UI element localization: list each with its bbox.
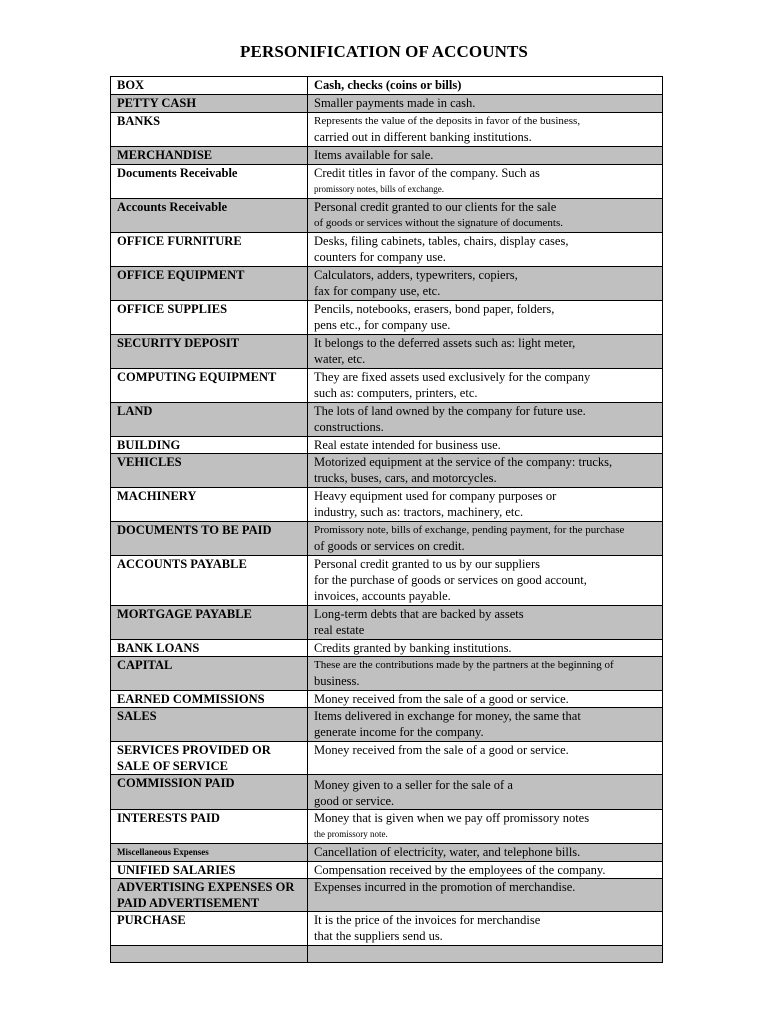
account-name-cell: MACHINERY xyxy=(111,488,308,522)
account-name-cell: BUILDING xyxy=(111,437,308,454)
description-line: Money received from the sale of a good or service. xyxy=(314,743,569,757)
description-line: Promissory note, bills of exchange, pending payment, for the purchase xyxy=(314,524,625,536)
table-row xyxy=(111,879,663,912)
description-line: industry, such as: tractors, machinery, etc. xyxy=(314,505,524,519)
table-row xyxy=(111,657,663,691)
account-description-cell xyxy=(308,437,663,454)
page-title: PERSONIFICATION OF ACCOUNTS xyxy=(240,42,528,61)
account-name-cell: INTERESTS PAID xyxy=(111,810,308,844)
account-name-cell: Documents Receivable xyxy=(111,165,308,199)
account-name-cell: SECURITY DEPOSIT xyxy=(111,335,308,369)
account-description-cell xyxy=(308,946,663,963)
description-line: of goods or services without the signature of documents. xyxy=(314,217,563,229)
description-line: of goods or services on credit. xyxy=(314,539,465,553)
description-line: carried out in different banking institutions. xyxy=(314,130,532,144)
table-row xyxy=(111,606,663,640)
description-line: The lots of land owned by the company for future use. xyxy=(314,404,586,418)
description-line: Credit titles in favor of the company. Such as xyxy=(314,166,540,180)
description-line: promissory notes, bills of exchange. xyxy=(314,184,444,194)
account-description-cell xyxy=(308,95,663,113)
description-line: invoices, accounts payable. xyxy=(314,589,451,603)
description-line: pens etc., for company use. xyxy=(314,318,451,332)
account-description-cell xyxy=(308,77,663,95)
table-row xyxy=(111,691,663,708)
account-description-cell xyxy=(308,862,663,879)
table-row xyxy=(111,369,663,403)
description-line: Smaller payments made in cash. xyxy=(314,96,476,110)
table-row xyxy=(111,335,663,369)
table-row xyxy=(111,862,663,879)
table-row xyxy=(111,488,663,522)
description-line: counters for company use. xyxy=(314,250,446,264)
account-description-cell xyxy=(308,691,663,708)
account-name-cell: SALES xyxy=(111,708,308,742)
account-name-cell: Miscellaneous Expenses xyxy=(111,844,308,862)
accounts-table-body xyxy=(111,77,663,963)
description-line: such as: computers, printers, etc. xyxy=(314,386,478,400)
account-name-cell: LAND xyxy=(111,403,308,437)
description-line: Heavy equipment used for company purposes or xyxy=(314,489,557,503)
account-description-cell xyxy=(308,879,663,912)
description-line: Compensation received by the employees of the company. xyxy=(314,863,606,877)
account-description-cell xyxy=(308,640,663,657)
description-line: It belongs to the deferred assets such as: light meter, xyxy=(314,336,576,350)
description-line: It is the price of the invoices for merchandise xyxy=(314,913,541,927)
table-row xyxy=(111,454,663,488)
description-line: Pencils, notebooks, erasers, bond paper, folders, xyxy=(314,302,555,316)
account-name-cell: SERVICES PROVIDED OR SALE OF SERVICE xyxy=(111,742,308,775)
account-name-cell: BANK LOANS xyxy=(111,640,308,657)
account-name-cell: ACCOUNTS PAYABLE xyxy=(111,556,308,606)
table-row xyxy=(111,301,663,335)
table-row xyxy=(111,77,663,95)
account-description-cell xyxy=(308,113,663,147)
account-description-cell xyxy=(308,147,663,165)
description-line: real estate xyxy=(314,623,365,637)
description-line: business. xyxy=(314,674,360,688)
account-name-cell: BOX xyxy=(111,77,308,95)
description-line: Credits granted by banking institutions. xyxy=(314,641,512,655)
table-row xyxy=(111,640,663,657)
table-row xyxy=(111,199,663,233)
account-description-cell xyxy=(308,708,663,742)
description-line: Money received from the sale of a good or service. xyxy=(314,692,569,706)
table-row xyxy=(111,437,663,454)
table-row xyxy=(111,742,663,775)
accounts-table xyxy=(110,76,663,963)
description-line: Represents the value of the deposits in favor of the business, xyxy=(314,115,581,127)
description-line: good or service. xyxy=(314,794,395,808)
account-name-cell xyxy=(111,946,308,963)
description-line: Items available for sale. xyxy=(314,148,434,162)
table-row xyxy=(111,147,663,165)
table-row xyxy=(111,775,663,810)
table-row xyxy=(111,708,663,742)
table-row xyxy=(111,95,663,113)
table-row xyxy=(111,522,663,556)
account-description-cell xyxy=(308,742,663,775)
account-name-cell: OFFICE FURNITURE xyxy=(111,233,308,267)
table-row xyxy=(111,844,663,862)
account-description-cell xyxy=(308,233,663,267)
description-line: generate income for the company. xyxy=(314,725,484,739)
account-description-cell xyxy=(308,844,663,862)
account-name-cell: OFFICE EQUIPMENT xyxy=(111,267,308,301)
account-description-cell xyxy=(308,335,663,369)
description-line: Items delivered in exchange for money, the same that xyxy=(314,709,581,723)
account-name-cell: UNIFIED SALARIES xyxy=(111,862,308,879)
description-line: Desks, filing cabinets, tables, chairs, display cases, xyxy=(314,234,569,248)
table-row xyxy=(111,810,663,844)
description-line: Money given to a seller for the sale of a xyxy=(314,778,513,792)
account-description-cell xyxy=(308,369,663,403)
description-line: Cash, checks (coins or bills) xyxy=(314,78,462,92)
table-row xyxy=(111,113,663,147)
account-name-cell: OFFICE SUPPLIES xyxy=(111,301,308,335)
table-row xyxy=(111,556,663,606)
account-description-cell xyxy=(308,556,663,606)
account-name-cell: EARNED COMMISSIONS xyxy=(111,691,308,708)
account-description-cell xyxy=(308,488,663,522)
account-name-cell: MORTGAGE PAYABLE xyxy=(111,606,308,640)
description-line: trucks, buses, cars, and motorcycles. xyxy=(314,471,497,485)
account-description-cell xyxy=(308,301,663,335)
description-line: They are fixed assets used exclusively for the company xyxy=(314,370,591,384)
description-line: Long-term debts that are backed by assets xyxy=(314,607,524,621)
table-row xyxy=(111,912,663,946)
account-name-cell: MERCHANDISE xyxy=(111,147,308,165)
description-line: Cancellation of electricity, water, and telephone bills. xyxy=(314,845,581,859)
account-description-cell xyxy=(308,810,663,844)
description-line: for the purchase of goods or services on good account, xyxy=(314,573,587,587)
table-row xyxy=(111,233,663,267)
account-name-cell: Accounts Receivable xyxy=(111,199,308,233)
account-description-cell xyxy=(308,454,663,488)
account-description-cell xyxy=(308,606,663,640)
account-description-cell xyxy=(308,657,663,691)
account-description-cell xyxy=(308,199,663,233)
description-line: Real estate intended for business use. xyxy=(314,438,501,452)
table-row xyxy=(111,165,663,199)
table-row xyxy=(111,403,663,437)
account-name-cell: COMPUTING EQUIPMENT xyxy=(111,369,308,403)
account-description-cell xyxy=(308,403,663,437)
table-row xyxy=(111,267,663,301)
account-description-cell xyxy=(308,522,663,556)
account-name-cell: BANKS xyxy=(111,113,308,147)
account-name-cell: PURCHASE xyxy=(111,912,308,946)
account-name-cell: CAPITAL xyxy=(111,657,308,691)
account-description-cell xyxy=(308,267,663,301)
description-line: water, etc. xyxy=(314,352,366,366)
description-line: constructions. xyxy=(314,420,384,434)
table-row xyxy=(111,946,663,963)
account-description-cell xyxy=(308,912,663,946)
account-name-cell: COMMISSION PAID xyxy=(111,775,308,810)
description-line: Money that is given when we pay off promissory notes xyxy=(314,811,590,825)
account-name-cell: DOCUMENTS TO BE PAID xyxy=(111,522,308,556)
account-description-cell xyxy=(308,165,663,199)
description-line: These are the contributions made by the partners at the beginning of xyxy=(314,659,614,671)
description-line: Expenses incurred in the promotion of merchandise. xyxy=(314,880,576,894)
description-line: Calculators, adders, typewriters, copiers, xyxy=(314,268,518,282)
description-line: Personal credit granted to our clients for the sale xyxy=(314,200,557,214)
description-line: Motorized equipment at the service of the company: trucks, xyxy=(314,455,613,469)
account-name-cell: VEHICLES xyxy=(111,454,308,488)
description-line: that the suppliers send us. xyxy=(314,929,443,943)
account-name-cell: PETTY CASH xyxy=(111,95,308,113)
description-line: fax for company use, etc. xyxy=(314,284,441,298)
account-description-cell xyxy=(308,775,663,810)
account-name-cell: ADVERTISING EXPENSES OR PAID ADVERTISEMENT xyxy=(111,879,308,912)
description-line: Personal credit granted to us by our suppliers xyxy=(314,557,540,571)
description-line: the promissory note. xyxy=(314,829,388,839)
